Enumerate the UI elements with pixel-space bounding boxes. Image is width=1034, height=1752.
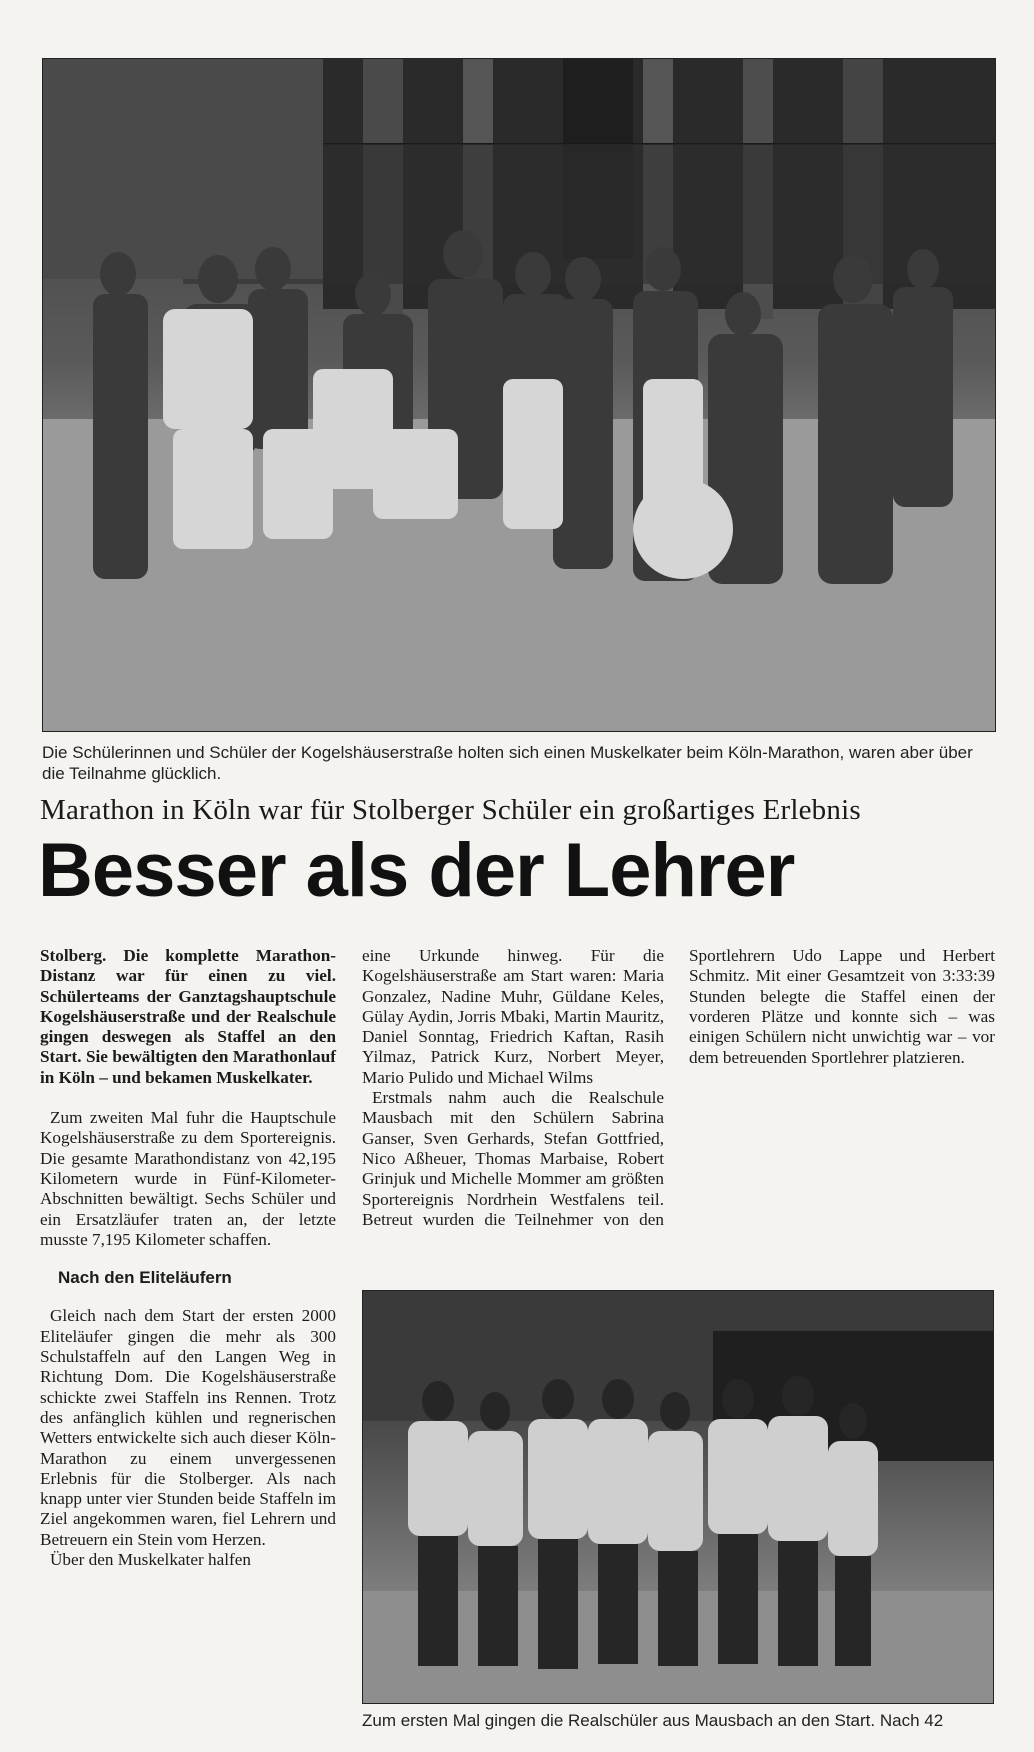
article-subheadline: Marathon in Köln war für Stolberger Schüler ein großartiges Erlebnis [40, 794, 861, 826]
runners-photo-icon [362, 1290, 994, 1704]
article-paragraph-tail: Sportlehrern Udo Lappe und Herbert Schmitz. Mit einer Gesamtzeit von 3:33:39 Stunden belegte die Staffel einen der vorderen Plätze und konnte sich – was einigen Schülern nicht unwichtig war – vor dem betreuenden Sportlehrer platzieren. [689, 946, 995, 1067]
article-headline: Besser als der Lehrer [38, 828, 795, 913]
article-paragraph: Gleich nach dem Start der ersten 2000 Eliteläufer gingen die mehr als 300 Schulstaffeln auf den Langen Weg in Richtung Dom. Die Kogelshäuserstraße schickte zwei Staffeln ins Rennen. Trotz des anfänglich kühlen und regnerischen Wetters entwickelte sich auch dieser Köln-Marathon zu einem unvergessenen Erlebnis für die Stolberger. Als nach knapp unter vier Stunden beide Staffeln im Ziel angekommen waren, fiel Lehrern und Betreuern ein Stein vom Herzen. [40, 1306, 336, 1549]
article-paragraph-continued [689, 946, 995, 1211]
article-paragraph: eine Urkunde hinweg. Für die Kogelshäuserstraße am Start waren: Maria Gonzalez, Nadine Muhr, Güldane Keles, Gülay Aydin, Jorris Mbaki, Martin Mauritz, Daniel Sonntag, Friedrich Kaftan, Rasih Yilmaz, Patrick Kurz, Norbert Meyer, Mario Pulido und Michael Wilms [362, 946, 664, 1087]
article-column-3 [689, 946, 995, 1211]
article-column-1 [40, 946, 336, 1570]
section-heading: Nach den Eliteläufern [58, 1268, 232, 1288]
article-column-2 [362, 946, 664, 1230]
article-lead: Stolberg. Die komplette Marathon-Distanz war für einen zu viel. Schülerteams der Ganztagshauptschule Kogelshäuserstraße und der Realschule gingen deswegen als Staffel an den Start. Sie bewältigten den Marathonlauf in Köln – und bekamen Muskelkater. [40, 946, 336, 1087]
article-paragraph: Über den Muskelkater halfen [50, 1550, 251, 1570]
bottom-photo-caption: Zum ersten Mal gingen die Realschüler aus Mausbach an den Start. Nach 42 [362, 1711, 944, 1730]
top-photo-caption: Die Schülerinnen und Schüler der Kogelshäuserstraße holten sich einen Muskelkater beim Köln-Marathon, waren aber über die Teilnahme glücklich. [42, 743, 973, 783]
article-paragraph: Zum zweiten Mal fuhr die Hauptschule Kogelshäuserstraße zu dem Sportereignis. Die gesamte Marathondistanz von 42,195 Kilometern wurde in Fünf-Kilometer-Abschnitten bewältigt. Sechs Schüler und ein Ersatzläufer traten an, der letzte musste 7,195 Kilometer schaffen. [40, 1108, 336, 1249]
article-paragraph: Erstmals nahm auch die Realschule Mausbach mit den Schülern Sabrina Ganser, Sven Gerhards, Stefan Gottfried, Nico Aßheuer, Thomas Marbaise, Robert Grinjuk und Michelle Mommer am größten Sportereignis Nordrhein Westfalens teil. Betreut wurden die Teilnehmer von den [362, 1088, 664, 1229]
group-photo-icon [42, 58, 996, 732]
